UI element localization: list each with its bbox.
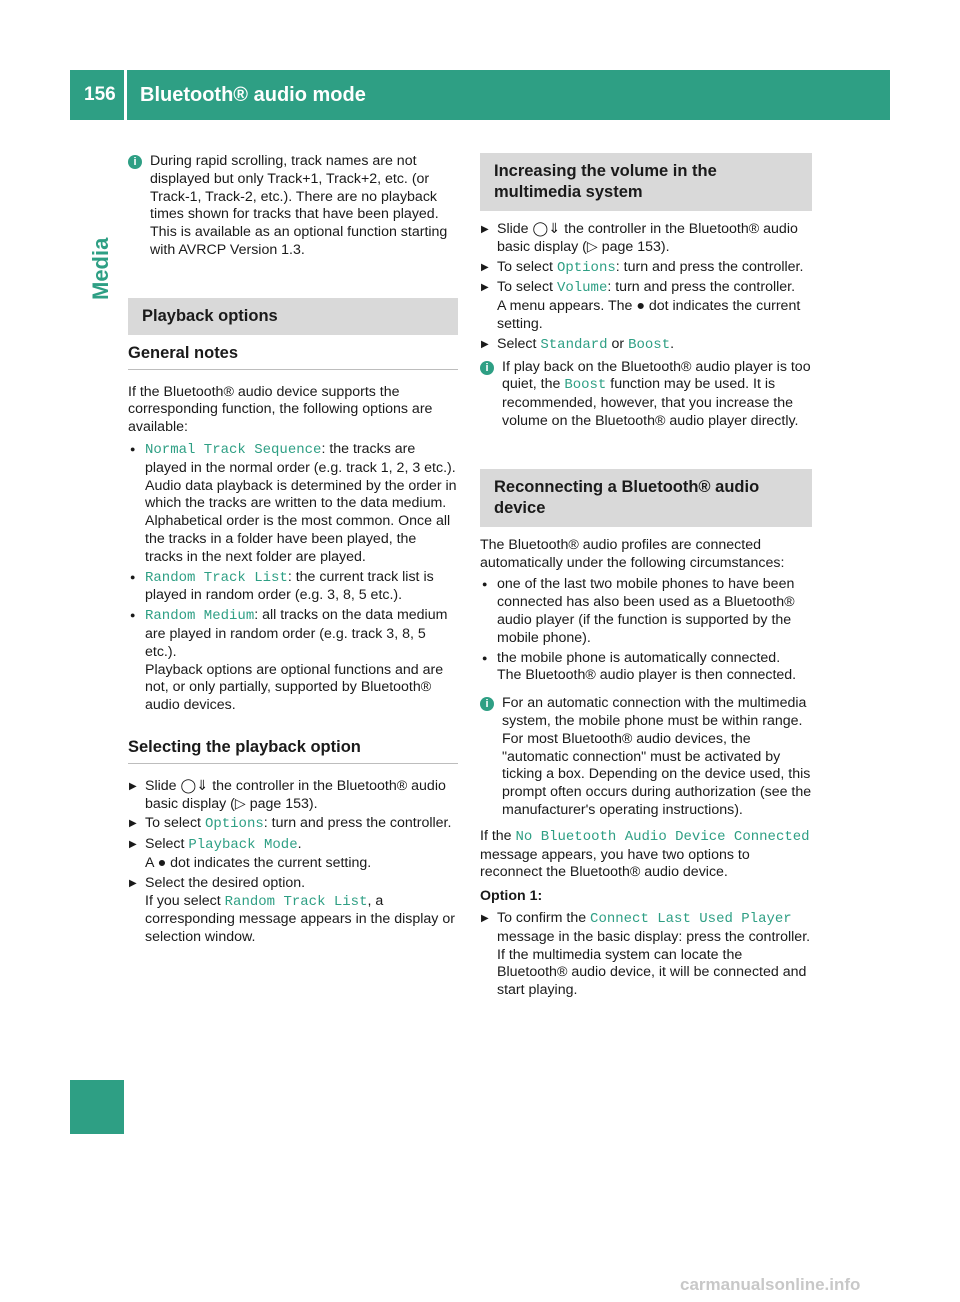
sub-heading: Selecting the playback option <box>128 729 458 764</box>
step-item: ▶ Select Playback Mode. A ● dot indicates the current setting. <box>128 836 458 873</box>
menu-code: Options <box>556 259 616 276</box>
menu-code: Volume <box>556 280 608 297</box>
message-code: Connect Last Used Player <box>590 910 792 927</box>
list-item: ● one of the last two mobile phones to have been connected has also been used as a Bluetooth® audio player (if the function is supported by the mobile phone). <box>480 576 812 647</box>
paragraph: If the No Bluetooth Audio Device Connected message appears, you have two options to reconnect the Bluetooth® audio device. <box>480 827 810 881</box>
option-detail: Audio data playback is determined by the order in which the tracks are written to the data medium. Alphabetical order is the most common. Once all the tracks in a folder have been played, the tracks in the next folder are played. <box>145 477 457 565</box>
menu-code: Boost <box>564 377 607 394</box>
page-title: Bluetooth® audio mode <box>140 84 366 106</box>
step-item: ▶ Slide ◯⇓ the controller in the Bluetooth® audio basic display (▷ page 153). <box>128 778 458 814</box>
option-code: Random Medium <box>145 608 255 625</box>
page-number: 156 <box>84 84 116 105</box>
list-item <box>128 441 458 567</box>
sub-heading: General notes <box>128 335 458 370</box>
menu-code: Playback Mode <box>188 837 298 854</box>
step-item: ▶ Select the desired option. If you select Random Track List, a corresponding message appears in the display or selection window. <box>128 875 458 947</box>
header-divider <box>124 70 127 120</box>
option-label: Option 1: <box>480 888 543 905</box>
option-text: : the current track list is played in random order (e.g. 3, 8, 5 etc.). <box>145 568 434 604</box>
info-icon: i <box>480 697 494 711</box>
message-code: No Bluetooth Audio Device Connected <box>515 828 810 845</box>
list-item: ● the mobile phone is automatically connected. The Bluetooth® audio player is then connected. <box>480 650 812 686</box>
watermark: carmanualsonline.info <box>680 1275 861 1294</box>
side-tab-label: Media <box>88 237 113 300</box>
right-column <box>480 153 812 1002</box>
section-heading: Reconnecting a Bluetooth® audio device <box>480 469 812 527</box>
info-icon: i <box>480 361 494 375</box>
info-text: During rapid scrolling, track names are not displayed but only Track+1, Track+2, etc. (or Track-1, Track-2, etc.). There are no playback times shown for tracks that have been played. This is available as an optional function starting with AVRCP Version 1.3. <box>150 153 448 258</box>
step-item: ▶ To select Options: turn and press the controller. <box>128 815 458 834</box>
option-code: Random Track List <box>145 569 288 586</box>
info-note <box>128 153 458 260</box>
paragraph: If the Bluetooth® audio device supports the corresponding function, the following options are available: <box>128 383 433 436</box>
info-note: i For an automatic connection with the multimedia system, the mobile phone must be within range. For most Bluetooth® audio devices, the "automatic connection" must be activated by ticking a box. Depending on the device used, this prompt often occurs during authorization (see the manufacturer's operating instructions). <box>480 695 812 820</box>
option-text: : all tracks on the data medium are played in random order (e.g. track 3, 8, 5 etc.). <box>145 607 448 660</box>
step-item: ▶ To select Options: turn and press the controller. <box>480 259 812 278</box>
list-item <box>128 607 458 715</box>
step-item: ▶ Slide ◯⇓ the controller in the Bluetooth® audio basic display (▷ page 153). <box>480 221 812 257</box>
info-note: i If play back on the Bluetooth® audio player is too quiet, the Boost function may be used. It is recommended, however, that you increase the volume on the Bluetooth® audio player directly. <box>480 359 812 431</box>
section-heading: Playback options <box>128 298 458 335</box>
option-detail: Playback options are optional functions and are not, or only partially, supported by Bluetooth® audio devices. <box>145 661 444 714</box>
step-item: ▶ Select Standard or Boost. <box>480 336 812 355</box>
step-item: ▶ To confirm the Connect Last Used Player message in the basic display: press the controller. If the multimedia system can locate the Bluetooth® audio device, it will be connected and start playing. <box>480 910 812 1000</box>
info-icon: i <box>128 155 142 169</box>
section-heading: Increasing the volume in the multimedia system <box>480 153 812 211</box>
menu-code: Boost <box>628 336 671 353</box>
paragraph: The Bluetooth® audio profiles are connected automatically under the following circumstances: <box>480 536 785 571</box>
menu-code: Standard <box>540 336 608 353</box>
left-column <box>128 153 458 949</box>
side-tab-marker <box>70 1080 124 1134</box>
list-item <box>128 569 458 606</box>
step-item: ▶ To select Volume: turn and press the controller. A menu appears. The ● dot indicates the current setting. <box>480 279 812 333</box>
menu-code: Options <box>204 816 264 833</box>
option-text: : the tracks are played in the normal order (e.g. track 1, 2, 3 etc.). <box>145 440 456 476</box>
option-code: Normal Track Sequence <box>145 441 322 458</box>
menu-code: Random Track List <box>224 893 368 910</box>
